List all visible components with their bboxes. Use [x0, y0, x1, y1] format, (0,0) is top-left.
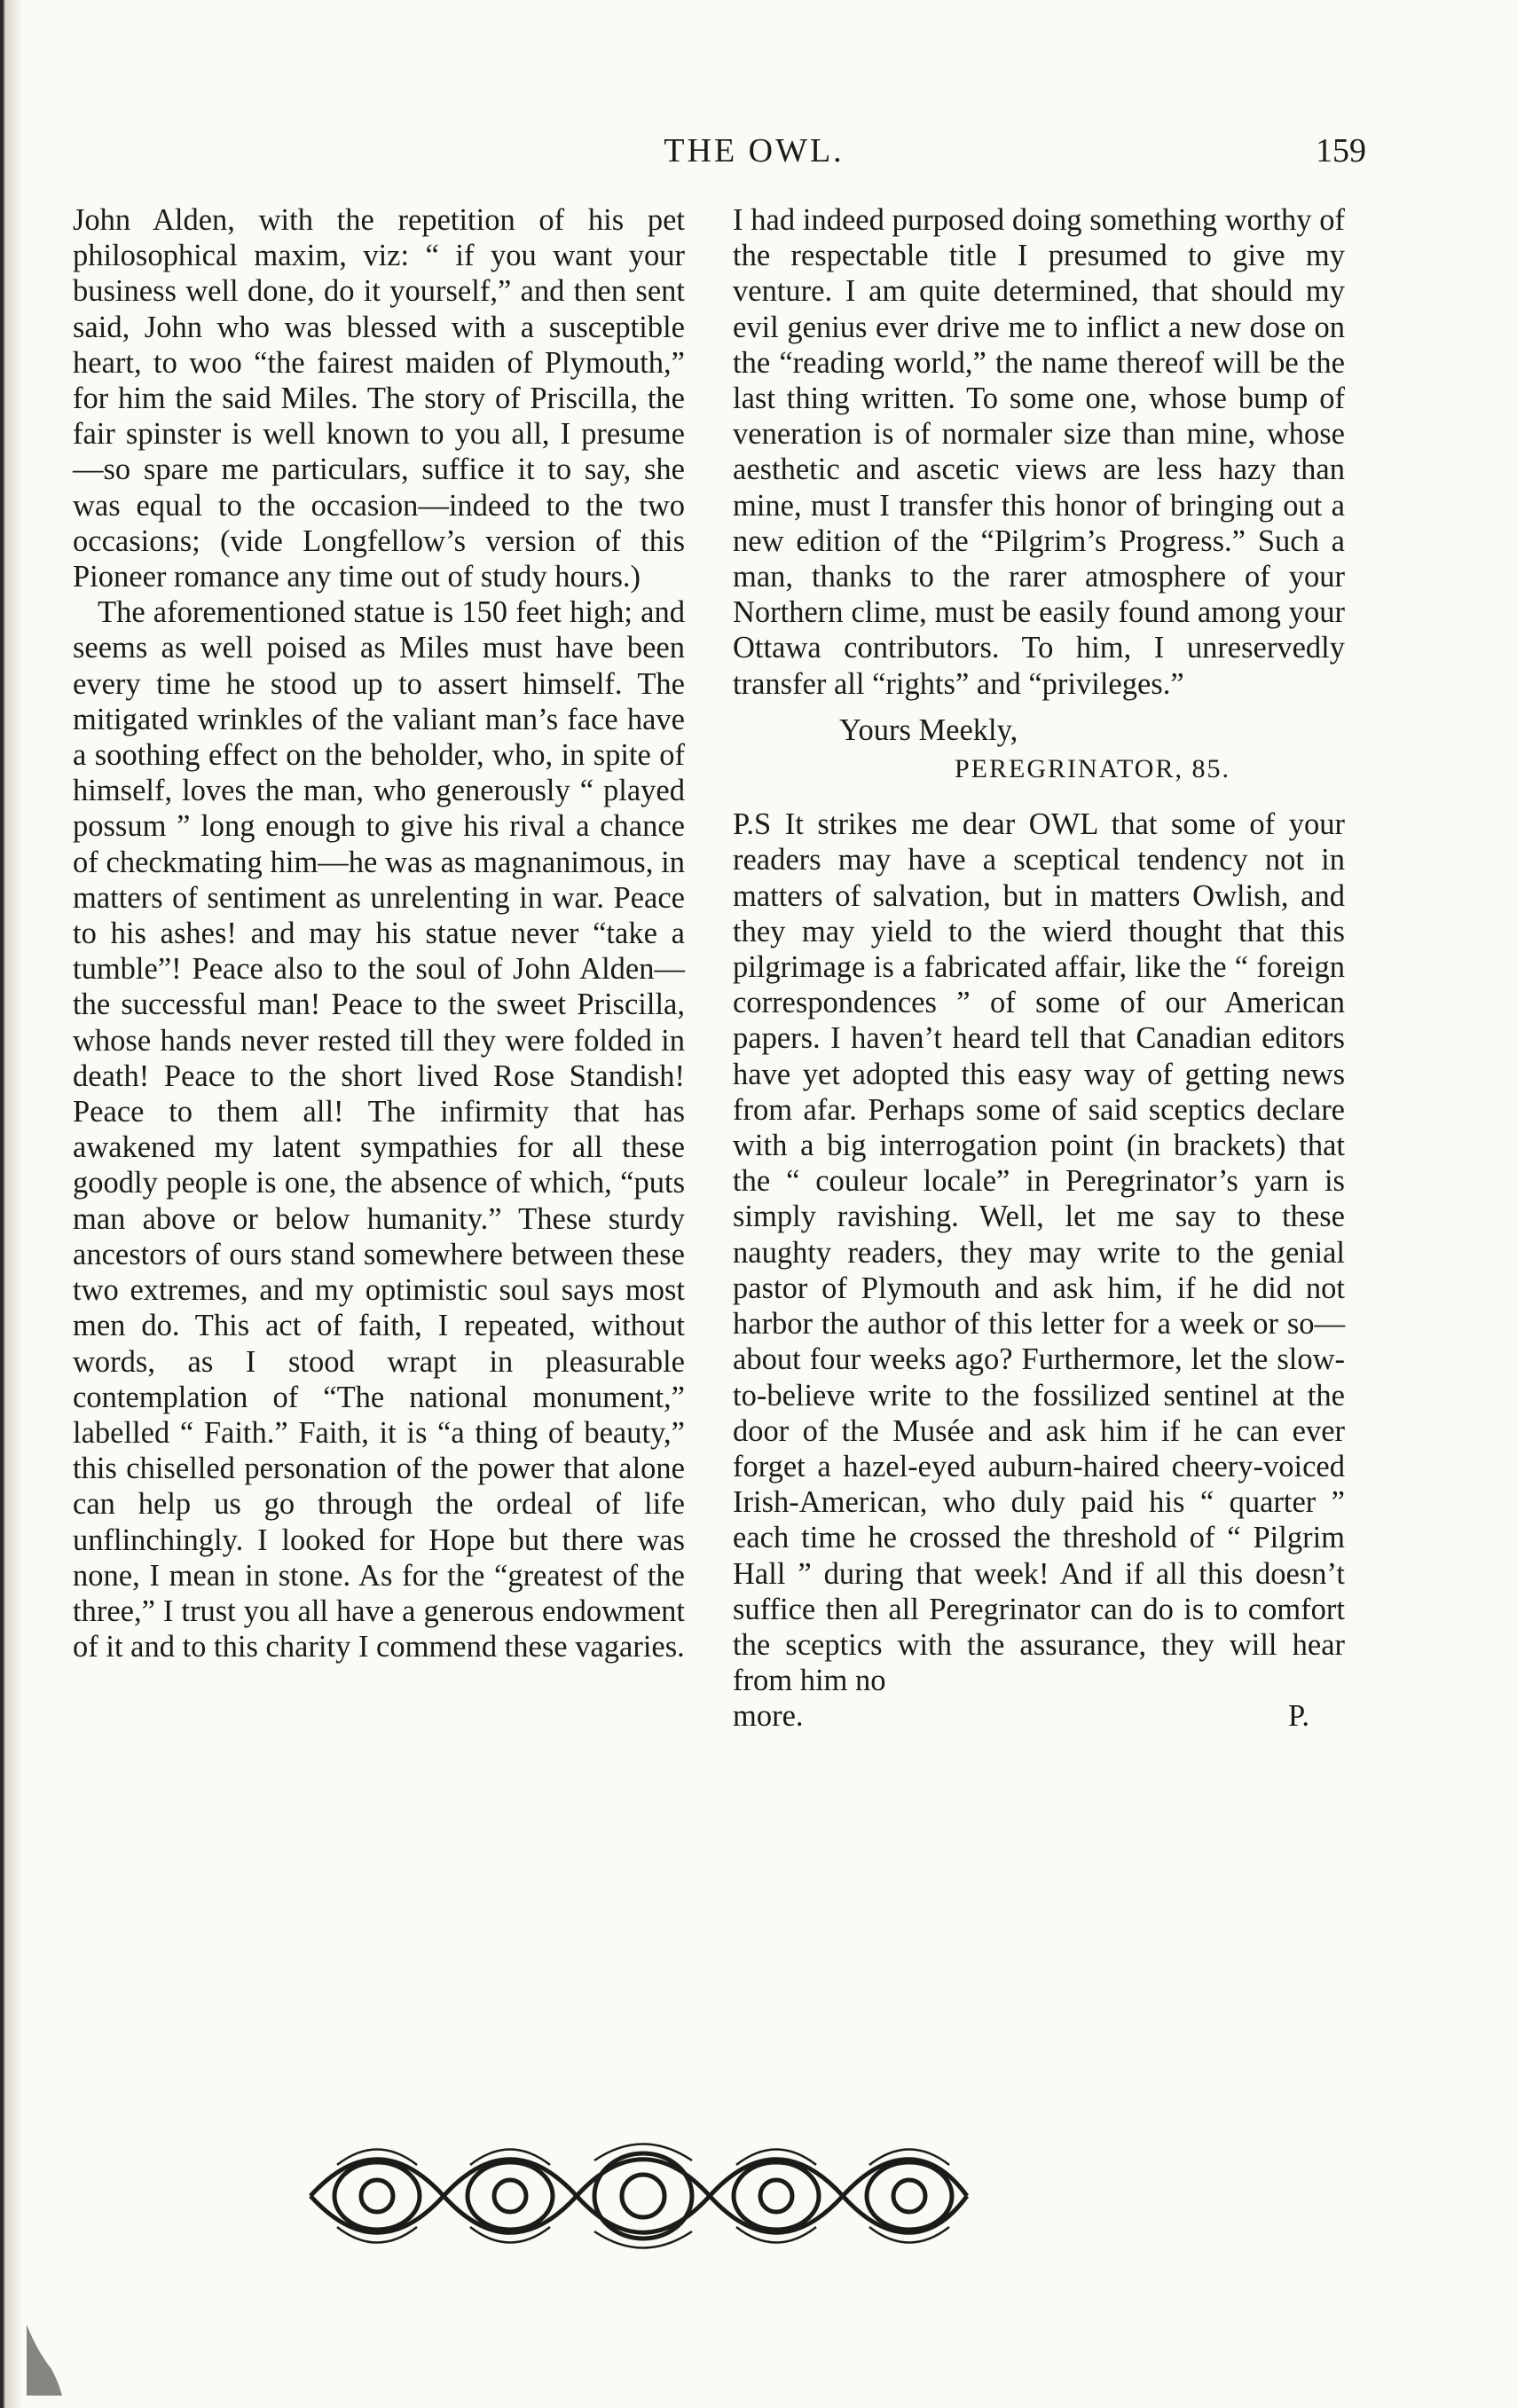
letter-closing: Yours Meekly,	[839, 712, 1018, 747]
postscript: P.S It strikes me dear OWL that some of your readers may have a sceptical tendency not in matters of salvation, but in matters Owlish, and they may yield to the wierd thought that this pilgrimage is a fabricated affair, like the “ foreign correspondences ” of some of our American papers. I haven’t heard tell that Canadian editors have yet adopted this easy way of getting news from afar. Perhaps some of said sceptics declare with a big interrogation point (in brackets) that the “ couleur locale” in Peregrinator’s yarn is simply ravishing. Well, let me say to these naughty readers, they may write to the genial pastor of Plymouth and ask him, if he did not harbor the author of this letter for a week or so—about four weeks ago? Furthermore, let the slow-to-believe write to the fossilized sentinel at the door of the Musée and ask him if he can ever forget a hazel-eyed auburn-haired cheery-voiced Irish-American, who duly paid his “ quarter ” each time he crossed the threshold of “ Pilgrim Hall ” during that week! And if all this doesn’t suffice then all Peregrinator can do is to comfort the sceptics with the assurance, they will hear from him no	[733, 807, 1345, 1698]
page-binding-edge	[0, 0, 23, 2408]
postscript-end-word: more.	[733, 1699, 804, 1734]
running-title: THE OWL.	[664, 132, 845, 169]
page-number: 159	[1316, 132, 1366, 169]
right-paragraph-1: I had indeed purposed doing something worthy of the respectable title I presumed to give my venture. I am quite determined, that should my evil genius ever drive me to inflict a new dose on the “reading world,” the name thereof will be the last thing written. To some one, whose bump of veneration is of normaler size than mine, whose aesthetic and ascetic views are less hazy than mine, must I transfer this honor of bringing out a new edition of the “Pilgrim’s Progress.” Such a man, thanks to the rarer atmosphere of your Northern clime, must be easily found among your Ottawa contributors. To him, I unreservedly transfer all “rights” and “privileges.”	[733, 203, 1345, 701]
left-paragraph-2: The aforementioned statue is 150 feet high; and seems as well poised as Miles must have been every time he stood up to assert himself. The mitigated wrinkles of the valiant man’s face have a soothing effect on the beholder, who, in spite of himself, loves the man, who generously “ played possum ” long enough to give his rival a chance of checkmating him—he was as magnanimous, in matters of sentiment as unrelenting in war. Peace to his ashes! and may his statue never “take a tumble”! Peace also to the soul of John Alden—the successful man! Peace to the sweet Priscilla, whose hands never rested till they were folded in death! Peace to the short lived Rose Standish! Peace to them all! The infirmity that has awakened my latent sympathies for all these goodly people is one, the absence of which, “puts man above or below humanity.” These sturdy ancestors of ours stand somewhere between these two extremes, and my optimistic soul says most men do. This act of faith, I repeated, without words, as I stood wrapt in pleasurable contemplation of “The national monument,” labelled “ Faith.” Faith, it is “a thing of beauty,” this chiselled personation of the power that alone can help us go through the ordeal of life unflinchingly. I looked for Hope but there was none, I mean in stone. As for the “greatest of the three,” I trust you all have a generous endowment of it and to this charity I commend these vagaries.	[73, 595, 685, 1664]
page-header	[71, 131, 1366, 185]
postscript-initial: P.	[1288, 1699, 1309, 1734]
right-column	[733, 202, 1345, 1735]
left-paragraph-1: John Alden, with the repetition of his pet philosophical maxim, viz: “ if you want your business well done, do it yourself,” and then sent said, John who was blessed with a susceptible heart, to woo “the fairest maiden of Plymouth,” for him the said Miles. The story of Priscilla, the fair spinster is well known to you all, I presume—so spare me particulars, suffice it to say, she was equal to the occasion—indeed to the two occasions; (vide Longfellow’s version of this Pioneer romance any time out of study hours.)	[73, 203, 685, 594]
celtic-knot-ornament	[302, 2138, 976, 2254]
letter-signature: PEREGRINATOR, 85.	[955, 754, 1230, 784]
left-column	[73, 202, 685, 1664]
corner-smudge	[27, 2307, 62, 2396]
postscript-end	[733, 1698, 1345, 1734]
